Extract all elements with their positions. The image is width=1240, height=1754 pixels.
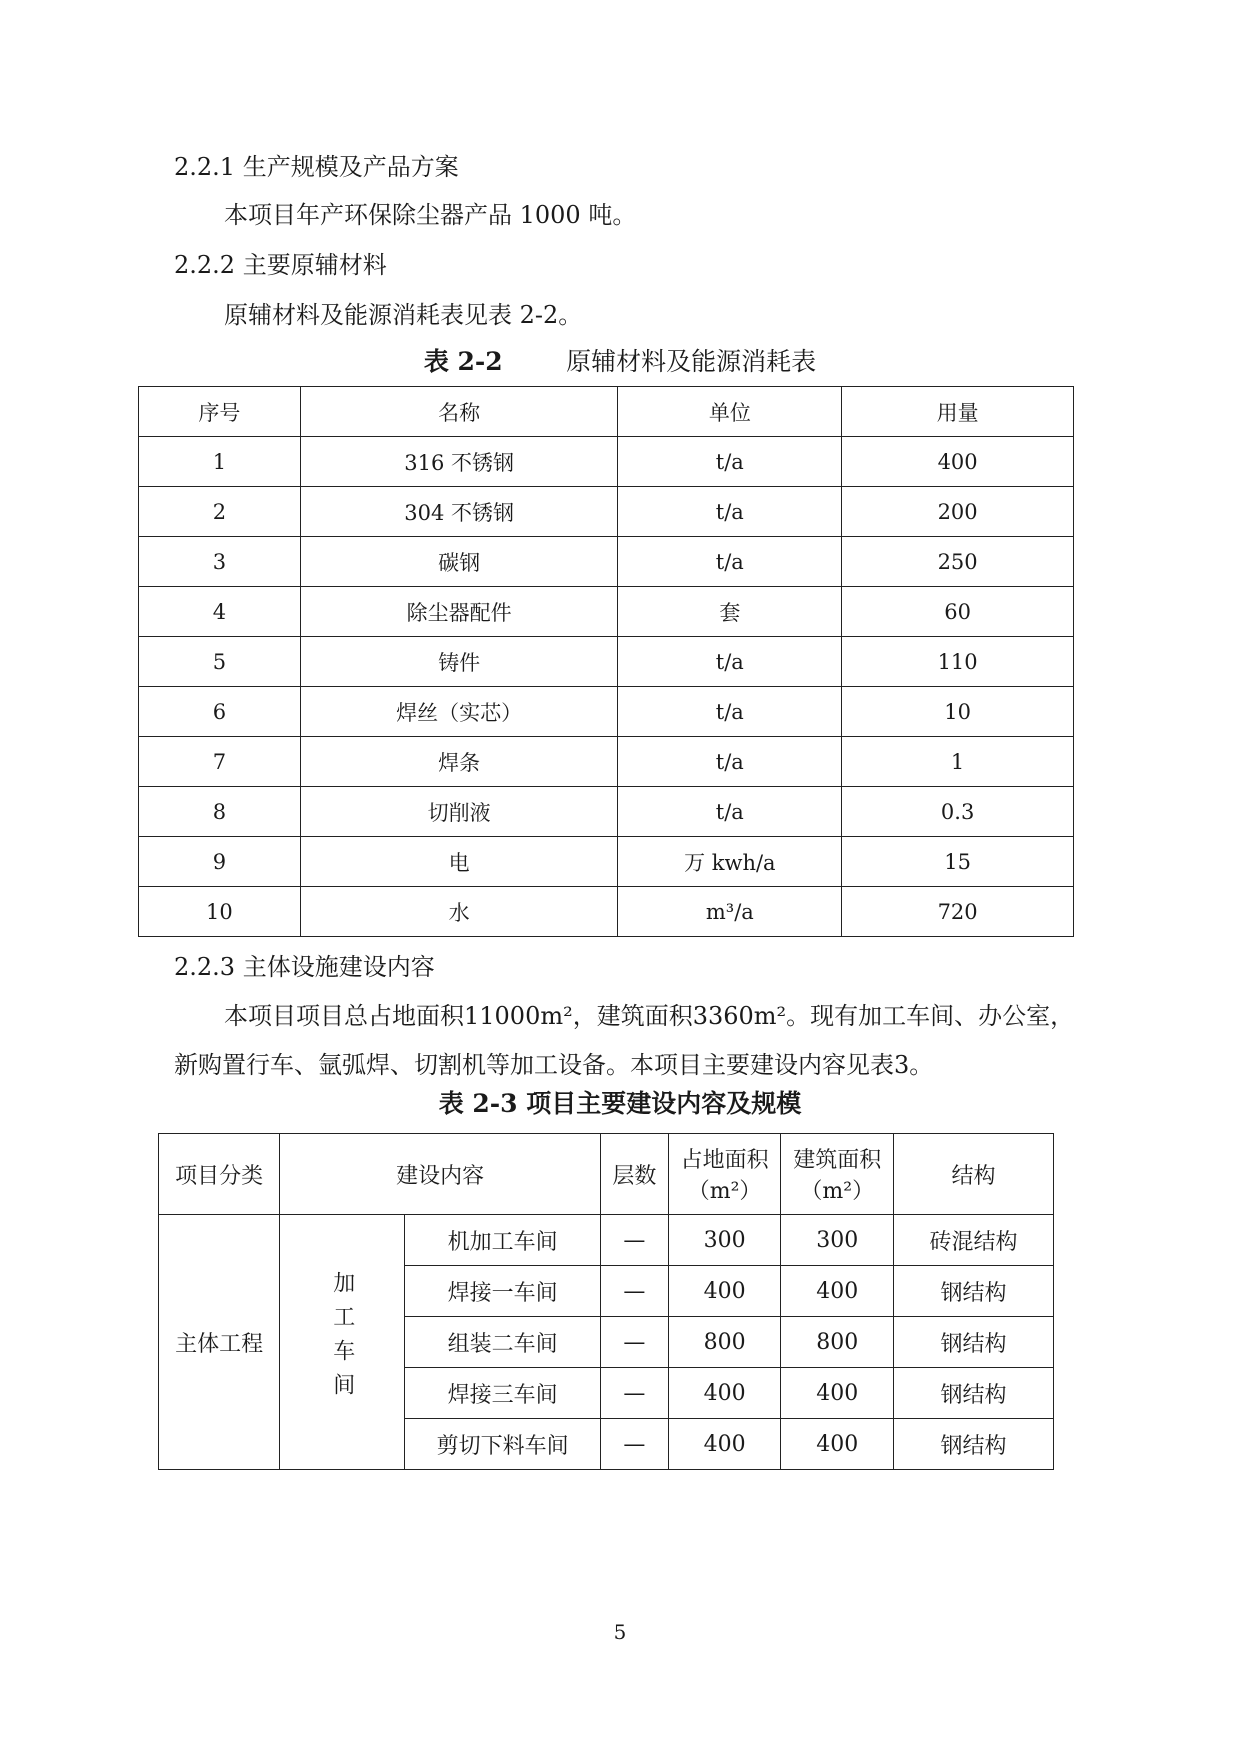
table-cell: 400 [781,1419,894,1470]
table-cell: t/a [618,687,842,737]
table-cell: 碳钢 [300,537,618,587]
table-cell: 300 [668,1215,781,1266]
table-cell: 400 [668,1419,781,1470]
header-cell: 结构 [894,1134,1054,1215]
table-cell: 1 [842,737,1074,787]
table-row [139,737,1074,787]
table-cell: 组装二车间 [405,1317,601,1368]
header-cell: 序号 [139,387,301,437]
table-cell: — [601,1266,669,1317]
table-row [139,887,1074,937]
table-cell: t/a [618,737,842,787]
table-cell: t/a [618,537,842,587]
table-cell: — [601,1215,669,1266]
paragraph-construction-2: 新购置行车、氩弧焊、切割机等加工设备。本项目主要建设内容见表3。 [174,1051,934,1079]
table-cell: 400 [842,437,1074,487]
header-cell: 单位 [618,387,842,437]
table-2-2-number: 表 2-2 [423,347,503,376]
table-cell: 机加工车间 [405,1215,601,1266]
table-cell: 400 [668,1368,781,1419]
table-row [139,637,1074,687]
header-cell-unit: （m²） [687,1179,762,1204]
table-header-row [139,387,1074,437]
paragraph-production-scale: 本项目年产环保除尘器产品 1000 吨。 [224,201,637,229]
table-cell: 万 kwh/a [618,837,842,887]
table-2-2 [138,386,1074,937]
table-cell: 60 [842,587,1074,637]
table-cell: t/a [618,637,842,687]
table-2-3 [158,1133,1054,1470]
page-number: 5 [613,1620,627,1644]
table-cell: 0.3 [842,787,1074,837]
table-cell: 水 [300,887,618,937]
table-cell: 720 [842,887,1074,937]
table-cell: 砖混结构 [894,1215,1054,1266]
subcategory-cell [280,1215,405,1470]
header-cell: 建设内容 [280,1134,601,1215]
paragraph-construction-1: 本项目项目总占地面积11000m²，建筑面积3360m²。现有加工车间、办公室， [224,1002,1075,1030]
table-cell: 400 [781,1266,894,1317]
table-cell: 4 [139,587,301,637]
table-cell: 800 [781,1317,894,1368]
table-row [139,587,1074,637]
table-cell: t/a [618,487,842,537]
header-cell [668,1134,781,1215]
header-cell-line: 建筑面积 [793,1148,882,1173]
table-cell: 3 [139,537,301,587]
heading-2-2-3: 2.2.3 主体设施建设内容 [174,953,435,981]
header-cell [781,1134,894,1215]
table-cell: 8 [139,787,301,837]
table-cell: 5 [139,637,301,687]
table-cell: 300 [781,1215,894,1266]
table-cell: 10 [139,887,301,937]
paragraph-materials-ref: 原辅材料及能源消耗表见表 2-2。 [224,301,583,329]
table-cell: — [601,1317,669,1368]
table-cell: 800 [668,1317,781,1368]
table-cell: 铸件 [300,637,618,687]
table-cell: 2 [139,487,301,537]
header-cell: 项目分类 [159,1134,280,1215]
category-cell: 主体工程 [159,1215,280,1470]
table-cell: 15 [842,837,1074,887]
table-row [139,537,1074,587]
table-cell: 6 [139,687,301,737]
table-cell: 400 [668,1266,781,1317]
table-cell: 316 不锈钢 [300,437,618,487]
table-cell: 套 [618,587,842,637]
table-cell: 电 [300,837,618,887]
table-cell: 10 [842,687,1074,737]
header-cell-unit: （m²） [800,1179,875,1204]
heading-2-2-2: 2.2.2 主要原辅材料 [174,251,387,279]
table-cell: 切削液 [300,787,618,837]
header-cell: 层数 [601,1134,669,1215]
table-row [139,687,1074,737]
table-cell: 400 [781,1368,894,1419]
table-row [139,837,1074,887]
header-cell-line: 占地面积 [680,1148,769,1173]
table-cell: 钢结构 [894,1266,1054,1317]
table-cell: 1 [139,437,301,487]
table-cell: 250 [842,537,1074,587]
table-cell: 9 [139,837,301,887]
subcategory-label: 加工车间 [329,1271,355,1407]
table-cell: 焊接三车间 [405,1368,601,1419]
table-row [139,487,1074,537]
table-cell: — [601,1419,669,1470]
table-cell: 除尘器配件 [300,587,618,637]
table-cell: 7 [139,737,301,787]
table-cell: 钢结构 [894,1419,1054,1470]
table-cell: 焊丝（实芯） [300,687,618,737]
table-row [139,787,1074,837]
table-2-3-caption: 表 2-3 项目主要建设内容及规模 [438,1089,802,1118]
table-cell: 焊接一车间 [405,1266,601,1317]
heading-2-2-1: 2.2.1 生产规模及产品方案 [174,153,459,181]
table-2-2-title: 原辅材料及能源消耗表 [566,347,817,376]
table-cell: 304 不锈钢 [300,487,618,537]
table-cell: 钢结构 [894,1368,1054,1419]
table-cell: m³/a [618,887,842,937]
table-header-row [159,1134,1054,1215]
table-2-2-caption [0,346,1240,378]
table-cell: — [601,1368,669,1419]
header-cell: 用量 [842,387,1074,437]
table-cell: t/a [618,787,842,837]
table-cell: 焊条 [300,737,618,787]
table-cell: 钢结构 [894,1317,1054,1368]
table-row [139,437,1074,487]
header-cell: 名称 [300,387,618,437]
table-cell: 200 [842,487,1074,537]
table-cell: 剪切下料车间 [405,1419,601,1470]
table-cell: 110 [842,637,1074,687]
table-row [159,1215,1054,1266]
table-cell: t/a [618,437,842,487]
